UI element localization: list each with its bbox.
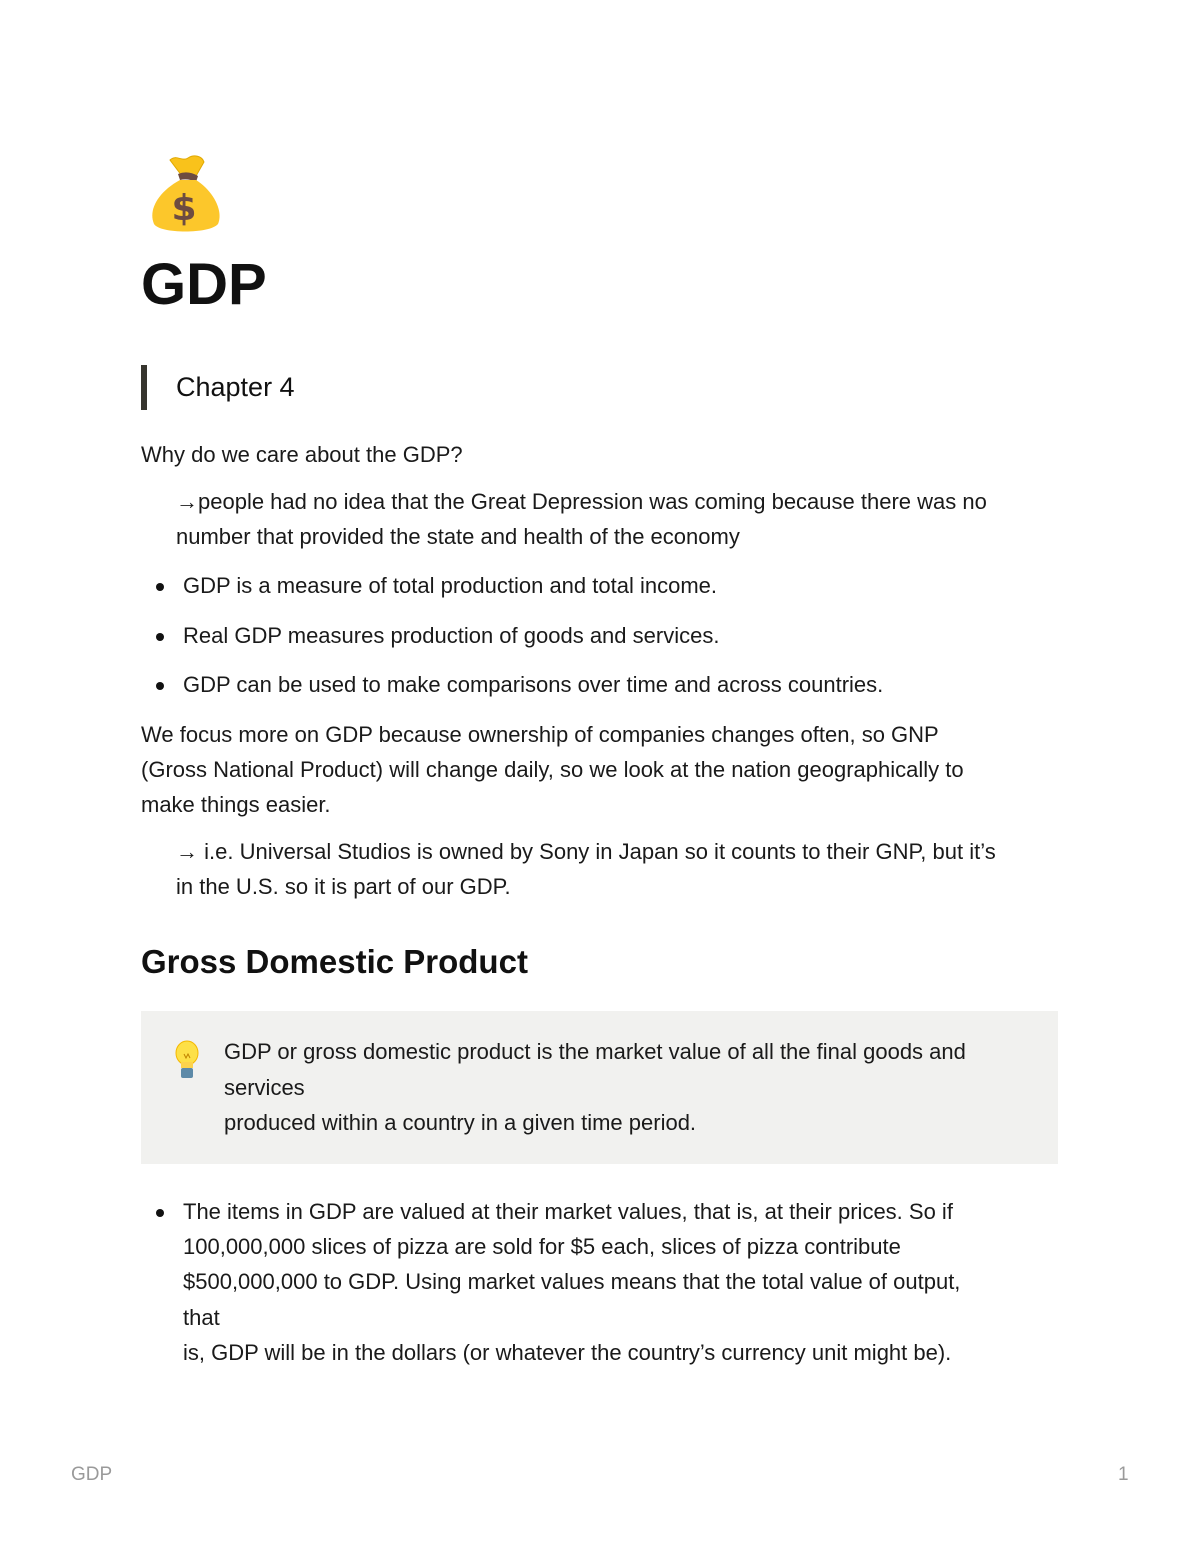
list-item-line: 100,000,000 slices of pizza are sold for $5 each, slices of pizza contribute bbox=[183, 1234, 901, 1259]
list-item-line: that bbox=[183, 1305, 220, 1330]
list-item-line: The items in GDP are valued at their market values, that is, at their prices. So if bbox=[183, 1199, 953, 1224]
intro-note-line: →people had no idea that the Great Depression was coming because there was no bbox=[176, 489, 987, 514]
bullet-dot bbox=[156, 1209, 164, 1217]
list-item-line: $500,000,000 to GDP. Using market values means that the total value of output, bbox=[183, 1269, 961, 1294]
callout-line: services bbox=[224, 1075, 305, 1100]
focus-paragraph-line: (Gross National Product) will change daily, so we look at the nation geographically to bbox=[141, 757, 964, 782]
bullet-dot bbox=[156, 583, 164, 591]
page-number: 1 bbox=[1118, 1464, 1129, 1485]
focus-paragraph-line: We focus more on GDP because ownership of companies changes often, so GNP bbox=[141, 722, 939, 747]
bullet-dot bbox=[156, 682, 164, 690]
page-title: GDP bbox=[141, 252, 267, 317]
callout-line: GDP or gross domestic product is the market value of all the final goods and bbox=[224, 1039, 966, 1064]
focus-note-line: → i.e. Universal Studios is owned by Sony in Japan so it counts to their GNP, but it’s bbox=[176, 839, 996, 864]
footer-title: GDP bbox=[71, 1464, 113, 1485]
list-item: GDP is a measure of total production and total income. bbox=[183, 573, 717, 598]
list-item-line: is, GDP will be in the dollars (or whatever the country’s currency unit might be). bbox=[183, 1340, 952, 1365]
intro-question: Why do we care about the GDP? bbox=[141, 442, 463, 467]
quote-bar bbox=[141, 365, 147, 410]
list-item: Real GDP measures production of goods and services. bbox=[183, 623, 720, 648]
section-heading: Gross Domestic Product bbox=[141, 943, 528, 980]
focus-note-line: in the U.S. so it is part of our GDP. bbox=[176, 874, 511, 899]
chapter-quote: Chapter 4 bbox=[176, 372, 295, 402]
svg-text:$: $ bbox=[171, 188, 197, 229]
callout-line: produced within a country in a given time period. bbox=[224, 1110, 697, 1135]
lightbulb-icon bbox=[173, 1040, 201, 1082]
money-bag-icon bbox=[148, 152, 222, 234]
list-item: GDP can be used to make comparisons over time and across countries. bbox=[183, 672, 884, 697]
intro-note-line: number that provided the state and health of the economy bbox=[176, 524, 740, 549]
bullet-dot bbox=[156, 633, 164, 641]
focus-paragraph-line: make things easier. bbox=[141, 792, 331, 817]
